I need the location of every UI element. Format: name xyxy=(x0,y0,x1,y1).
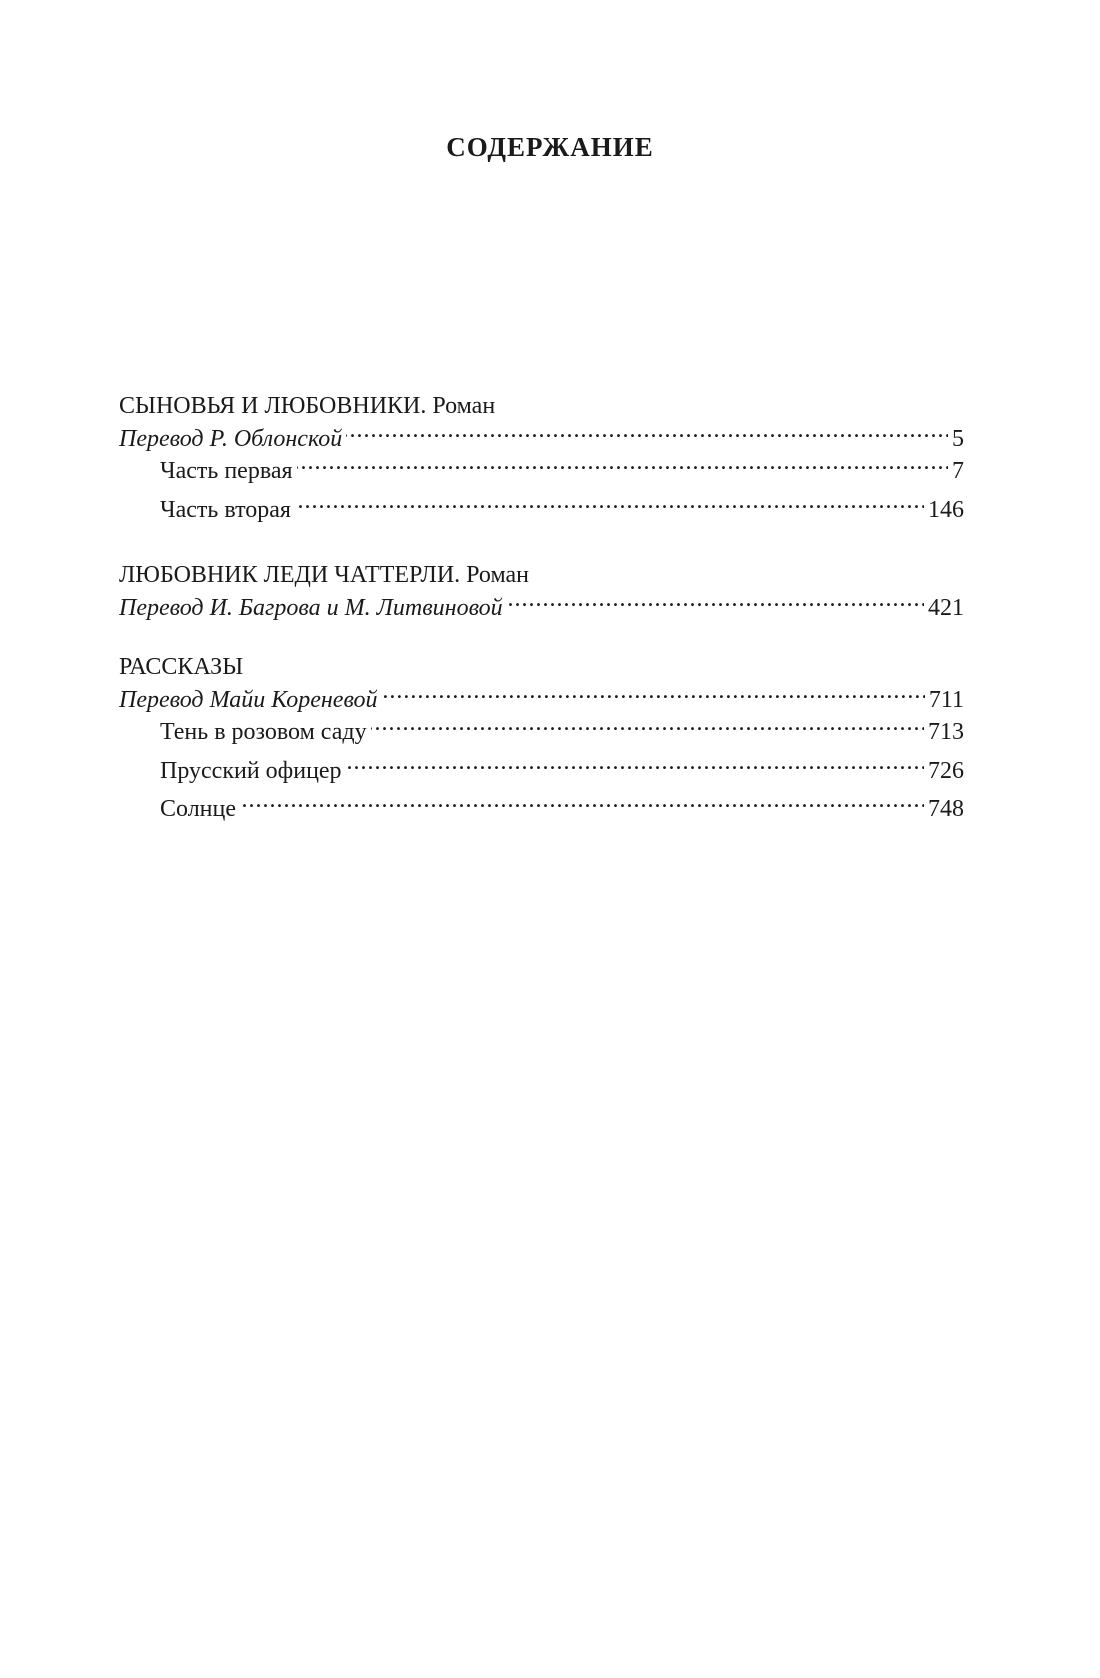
dot-leader xyxy=(346,422,948,446)
section-title-text: СЫНОВЬЯ И ЛЮБОВНИКИ. xyxy=(119,393,427,419)
page-number: 748 xyxy=(928,796,964,822)
section-genre: Роман xyxy=(466,562,529,588)
toc-entry-story[interactable] xyxy=(119,754,964,793)
page-number: 146 xyxy=(928,496,964,523)
dot-leader xyxy=(346,754,924,778)
toc-entry-translator[interactable] xyxy=(119,591,964,623)
toc-entry-story[interactable] xyxy=(119,792,964,831)
section-title-text: РАССКАЗЫ xyxy=(119,654,244,680)
dot-leader xyxy=(507,591,924,615)
toc-entry-translator[interactable] xyxy=(119,683,964,715)
toc-entry-part[interactable] xyxy=(119,493,964,532)
dot-leader xyxy=(240,792,924,816)
translator-label: Перевод Р. Облонской xyxy=(119,426,343,452)
dot-leader xyxy=(295,493,924,517)
section-title xyxy=(119,559,964,591)
toc-section-lady-chatterley xyxy=(119,559,964,623)
section-title xyxy=(119,651,964,683)
table-of-contents xyxy=(119,390,964,859)
toc-section-sons-and-lovers xyxy=(119,390,964,531)
page-number: 713 xyxy=(928,719,964,745)
story-label: Солнце xyxy=(160,796,237,822)
part-label: Часть вторая xyxy=(160,496,291,523)
part-label: Часть первая xyxy=(160,458,293,484)
page-number: 5 xyxy=(952,426,964,452)
toc-section-stories xyxy=(119,651,964,831)
section-genre: Роман xyxy=(432,393,496,419)
translator-label: Перевод И. Багрова и М. Литвиновой xyxy=(119,595,503,621)
toc-entry-story[interactable] xyxy=(119,715,964,754)
section-title-text: ЛЮБОВНИК ЛЕДИ ЧАТТЕРЛИ. xyxy=(119,562,461,588)
translator-label: Перевод Майи Кореневой xyxy=(119,687,378,713)
story-label: Тень в розовом саду xyxy=(160,719,367,745)
dot-leader xyxy=(297,454,948,478)
page-number: 7 xyxy=(952,458,964,484)
story-label: Прусский офицер xyxy=(160,757,342,784)
dot-leader xyxy=(382,683,925,707)
page-title: СОДЕРЖАНИЕ xyxy=(446,132,654,162)
toc-entry-translator[interactable] xyxy=(119,422,964,454)
page-number: 711 xyxy=(928,687,964,713)
section-title xyxy=(119,390,964,422)
toc-entry-part[interactable] xyxy=(119,454,964,493)
page-number: 726 xyxy=(928,757,964,784)
dot-leader xyxy=(371,715,924,739)
page-number: 421 xyxy=(928,595,964,621)
